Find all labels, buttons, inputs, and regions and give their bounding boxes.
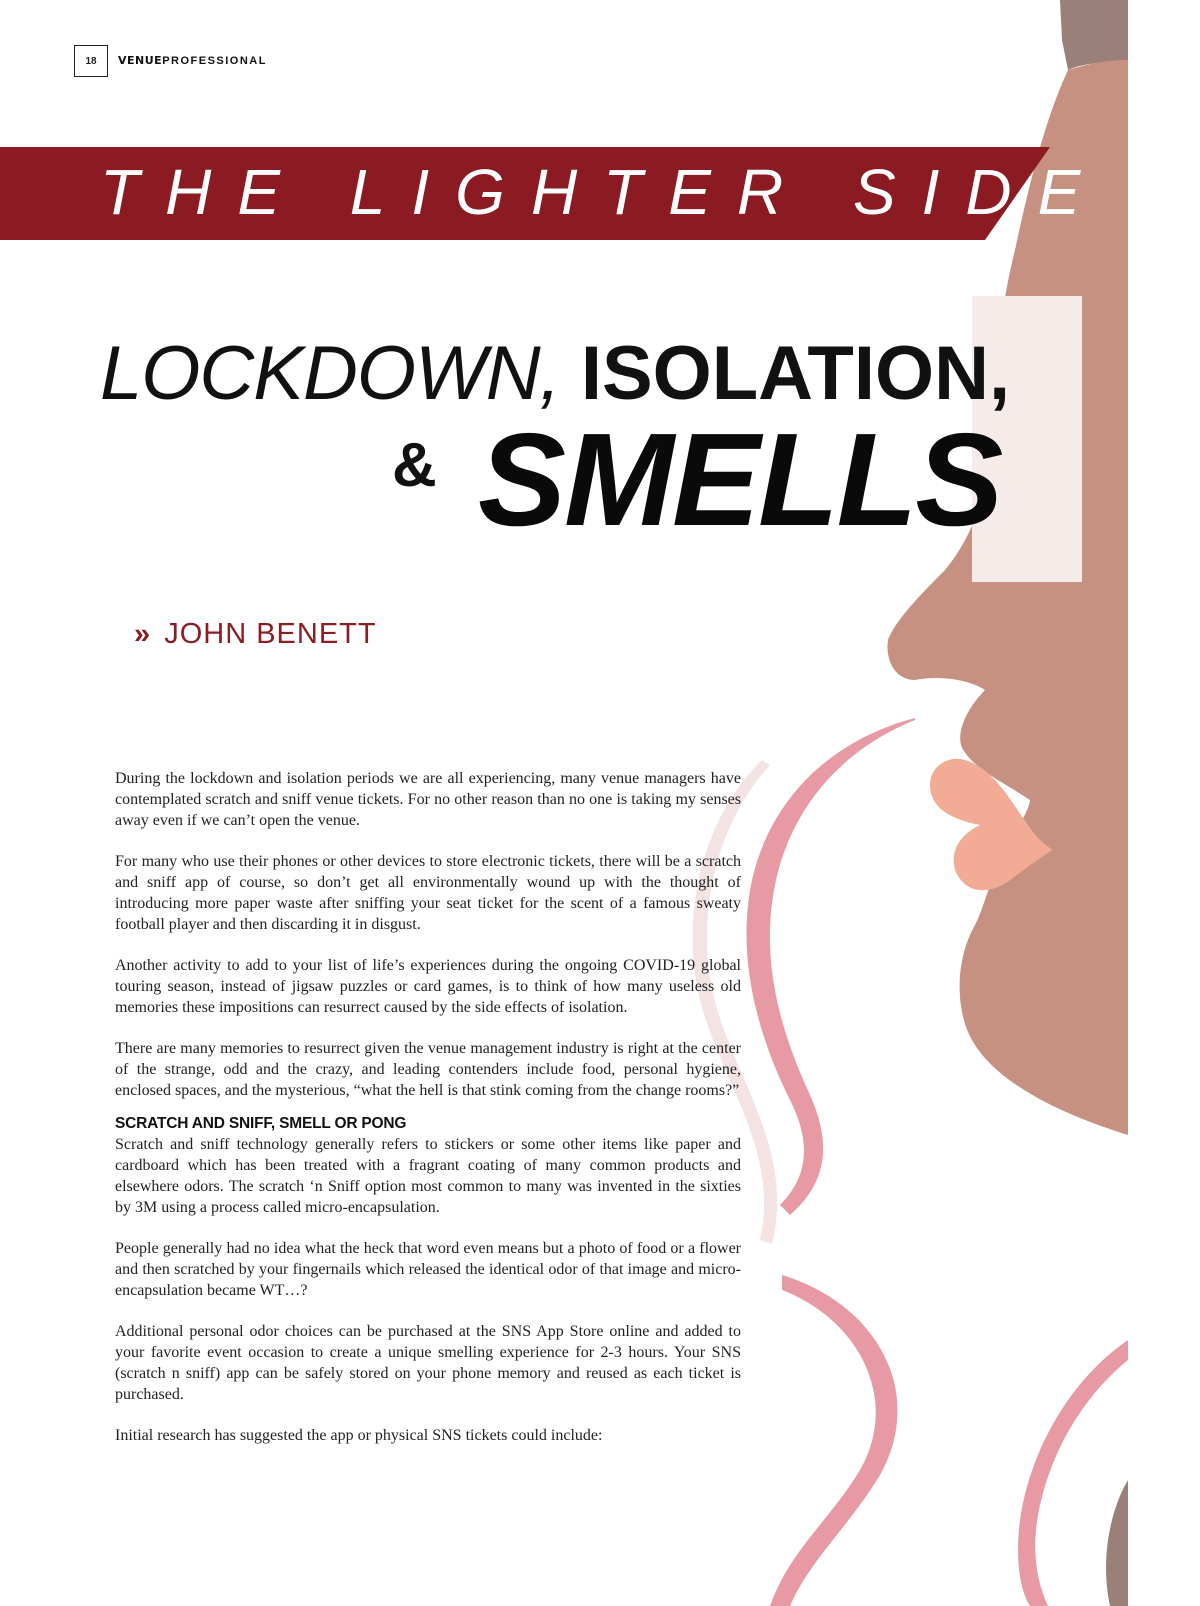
hair-shape-lower — [1106, 1480, 1128, 1606]
article-body — [115, 768, 741, 1466]
magazine-masthead — [118, 54, 267, 67]
paragraph: Initial research has suggested the app or physical SNS tickets could include: — [115, 1427, 603, 1444]
chevron-icon: » — [134, 618, 152, 650]
headline-word-lockdown: LOCKDOWN, — [100, 331, 560, 416]
author-name: JOHN BENETT — [164, 618, 377, 650]
section-title: THE LIGHTER SIDE — [100, 156, 1107, 228]
paragraph: Scratch and sniff technology generally refers to stickers or some other items like paper and cardboard which has been treated with a fragrant coating of many common products and elsewhere odors. The scratch ‘n Sniff option most common to many was invented in the sixties by 3M using a process called micro-encapsulation. — [115, 1136, 741, 1216]
page-number: 18 — [74, 45, 108, 77]
masthead-regular: PROFESSIONAL — [162, 55, 267, 67]
hair-shape — [1060, 0, 1128, 70]
paragraph: There are many memories to resurrect given the venue management industry is right at the center of the strange, odd and the crazy, and leading contenders include food, personal hygiene, enclosed spaces, and the mysterious, “what the hell is that stink coming from the change rooms?” — [115, 1040, 741, 1099]
page-right-margin — [1128, 0, 1200, 1606]
paragraph: During the lockdown and isolation periods we are all experiencing, many venue managers have contemplated scratch and sniff venue tickets. For no other reason than no one is taking my senses away even if we can’t open the venue. — [115, 770, 741, 829]
masthead-bold: VENUE — [118, 54, 163, 67]
smell-swirl-lower — [770, 1275, 898, 1606]
smell-swirl-main — [746, 718, 915, 1215]
paragraph: Additional personal odor choices can be purchased at the SNS App Store online and added to your favorite event occasion to create a unique smelling experience for 2-3 hours. Your SNS (scratch n sniff) app can be safely stored on your phone memory and reused as each ticket is purchased. — [115, 1323, 741, 1403]
headline-word-smells: SMELLS — [478, 406, 1002, 553]
headline-word-isolation: ISOLATION, — [580, 331, 1011, 416]
headline-ampersand: & — [392, 431, 437, 500]
subheading: SCRATCH AND SNIFF, SMELL OR PONG — [115, 1115, 407, 1132]
paragraph: For many who use their phones or other devices to store electronic tickets, there will be a scratch and sniff app of course, so don’t get all environmentally wound up with the thought of introducing more paper waste after sniffing your seat ticket for the scent of a famous sweaty football player and then discarding it in disgust. — [115, 853, 741, 933]
paragraph: People generally had no idea what the heck that word even means but a photo of food or a flower and then scratched by your fingernails which released the identical odor of that image and micro-encapsulation became WT…? — [115, 1240, 741, 1299]
paragraph: Another activity to add to your list of life’s experiences during the ongoing COVID-19 global touring season, instead of jigsaw puzzles or card games, is to think of how many useless old memories these impositions can resurrect caused by the side effects of isolation. — [115, 957, 741, 1016]
headline-line1 — [100, 332, 1010, 416]
byline — [134, 618, 377, 651]
